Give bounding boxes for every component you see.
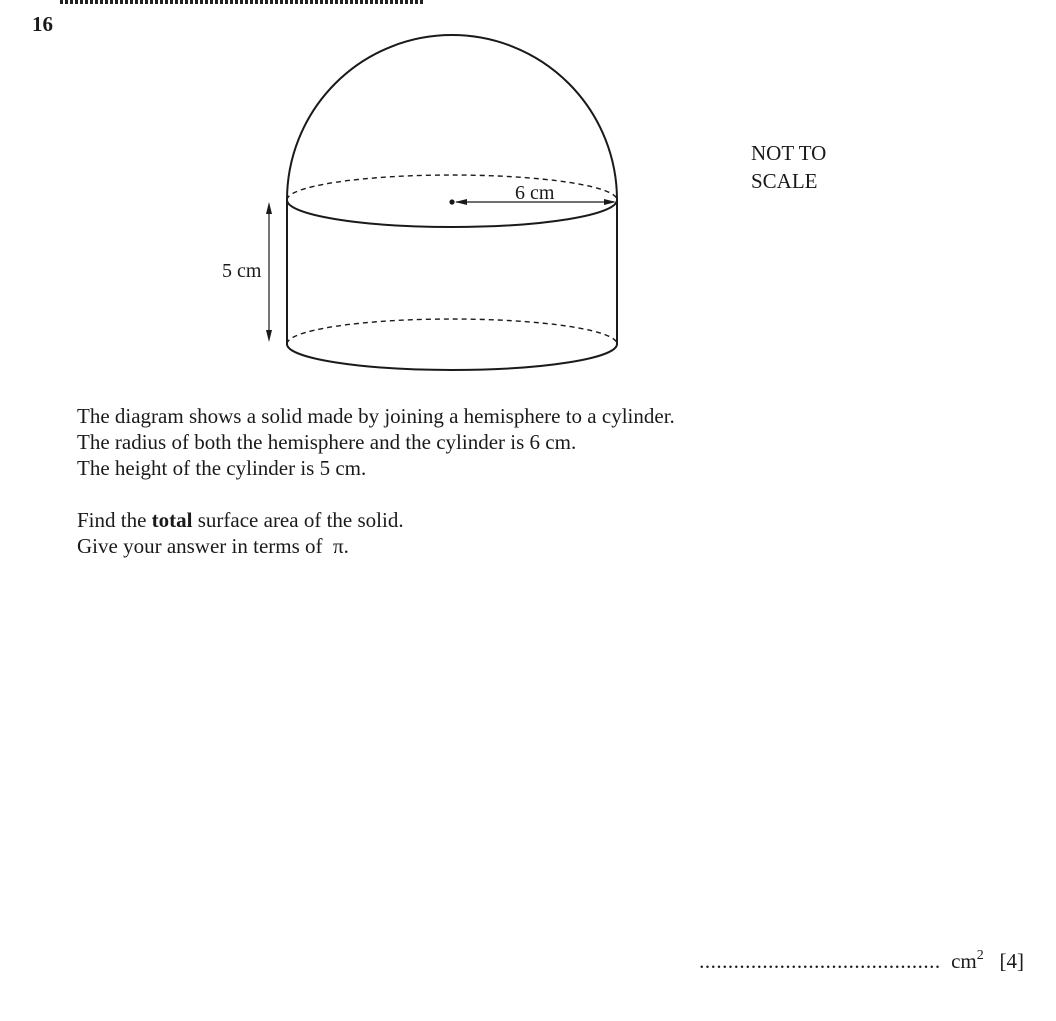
bottom-ellipse-front [287, 344, 617, 370]
instruction-suffix: surface area of the solid. [192, 508, 404, 532]
instruction-prefix: Find the [77, 508, 152, 532]
not-to-scale-line-2: SCALE [751, 169, 818, 193]
pi-instruction-prefix: Give your answer in terms of [77, 534, 328, 558]
radius-label: 6 cm [515, 182, 555, 204]
question-text [77, 403, 675, 559]
hemisphere-outline [287, 35, 617, 200]
height-arrowhead-top [266, 202, 272, 214]
bottom-ellipse-back [287, 319, 617, 344]
height-arrowhead-bottom [266, 330, 272, 342]
pi-symbol: π [333, 534, 344, 558]
question-line-1: The diagram shows a solid made by joining a hemisphere to a cylinder. [77, 404, 675, 428]
top-ellipse-back [287, 175, 617, 200]
centre-point [449, 199, 454, 204]
question-number: 16 [32, 12, 53, 36]
not-to-scale-line-1: NOT TO [751, 141, 827, 165]
question-instruction [77, 507, 675, 533]
not-to-scale-note [751, 139, 826, 195]
radius-arrowhead-left [455, 199, 467, 205]
instruction-emphasis: total [151, 508, 193, 532]
hemisphere-cylinder-diagram [0, 0, 1056, 400]
answer-unit-power: 2 [976, 948, 984, 963]
pi-instruction-suffix: . [343, 534, 349, 558]
answer-unit: cm [951, 949, 977, 973]
question-pi-instruction [77, 533, 675, 559]
marks-label: [4] [999, 949, 1024, 973]
question-line-3: The height of the cylinder is 5 cm. [77, 456, 367, 480]
answer-space[interactable]: .......................................... [699, 949, 941, 973]
answer-line [699, 948, 1024, 974]
question-line-2: The radius of both the hemisphere and the cylinder is 6 cm. [77, 430, 577, 454]
height-label: 5 cm [222, 260, 262, 282]
